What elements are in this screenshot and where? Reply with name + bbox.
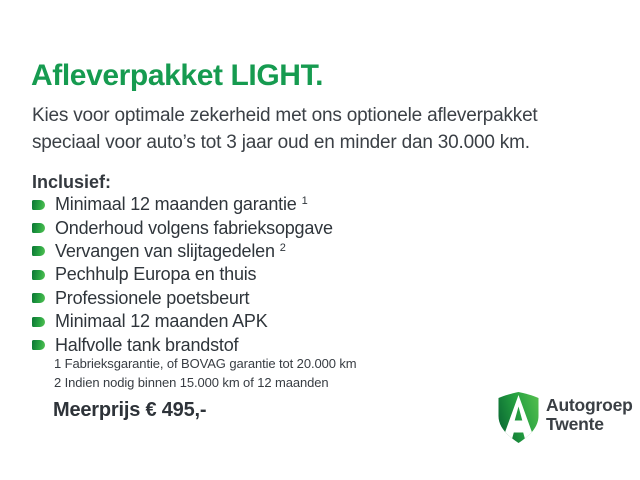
leaf-bullet-icon <box>32 200 45 210</box>
leaf-bullet-icon <box>32 293 45 303</box>
page-title: Afleverpakket LIGHT. <box>31 59 324 92</box>
leaf-bullet-icon <box>32 223 45 233</box>
inclusief-list <box>32 193 333 357</box>
list-item <box>32 263 333 286</box>
list-item-text: Vervangen van slijtagedelen <box>55 240 275 261</box>
subtitle <box>32 102 538 156</box>
logo-name-line-1: Autogroep <box>546 395 633 415</box>
leaf-bullet-icon <box>32 270 45 280</box>
price-label: Meerprijs € 495,- <box>53 399 207 421</box>
footnote-2: 2 Indien nodig binnen 15.000 km of 12 maanden <box>54 374 329 390</box>
list-item-text: Pechhulp Europa en thuis <box>55 264 257 285</box>
shield-a-icon <box>497 391 540 444</box>
leaf-bullet-icon <box>32 246 45 256</box>
list-item-text: Professionele poetsbeurt <box>55 287 250 308</box>
logo-wordmark <box>546 391 633 434</box>
list-item-text: Onderhoud volgens fabrieksopgave <box>55 217 333 238</box>
list-item <box>32 310 333 333</box>
list-item <box>32 333 333 356</box>
list-heading: Inclusief: <box>32 172 112 192</box>
footnote-ref: 2 <box>279 241 286 254</box>
subtitle-line-1: Kies voor optimale zekerheid met ons optionele afleverpakket <box>32 105 538 126</box>
list-item-text: Halfvolle tank brandstof <box>55 334 239 355</box>
list-item <box>32 240 333 263</box>
list-item <box>32 193 333 216</box>
leaf-bullet-icon <box>32 317 45 327</box>
list-item-text: Minimaal 12 maanden APK <box>55 311 268 332</box>
leaf-bullet-icon <box>32 340 45 350</box>
footnote-ref: 1 <box>301 195 308 207</box>
footnotes <box>54 355 357 392</box>
logo-name-line-2: Twente <box>546 414 604 434</box>
footnote-1: 1 Fabrieksgarantie, of BOVAG garantie tot 20.000 km <box>54 356 357 371</box>
list-item <box>32 216 333 239</box>
list-item-text: Minimaal 12 maanden garantie <box>55 194 297 215</box>
autogroep-twente-logo <box>497 391 633 444</box>
subtitle-line-2: speciaal voor auto’s tot 3 jaar oud en minder dan 30.000 km. <box>32 132 530 153</box>
list-item <box>32 287 333 310</box>
